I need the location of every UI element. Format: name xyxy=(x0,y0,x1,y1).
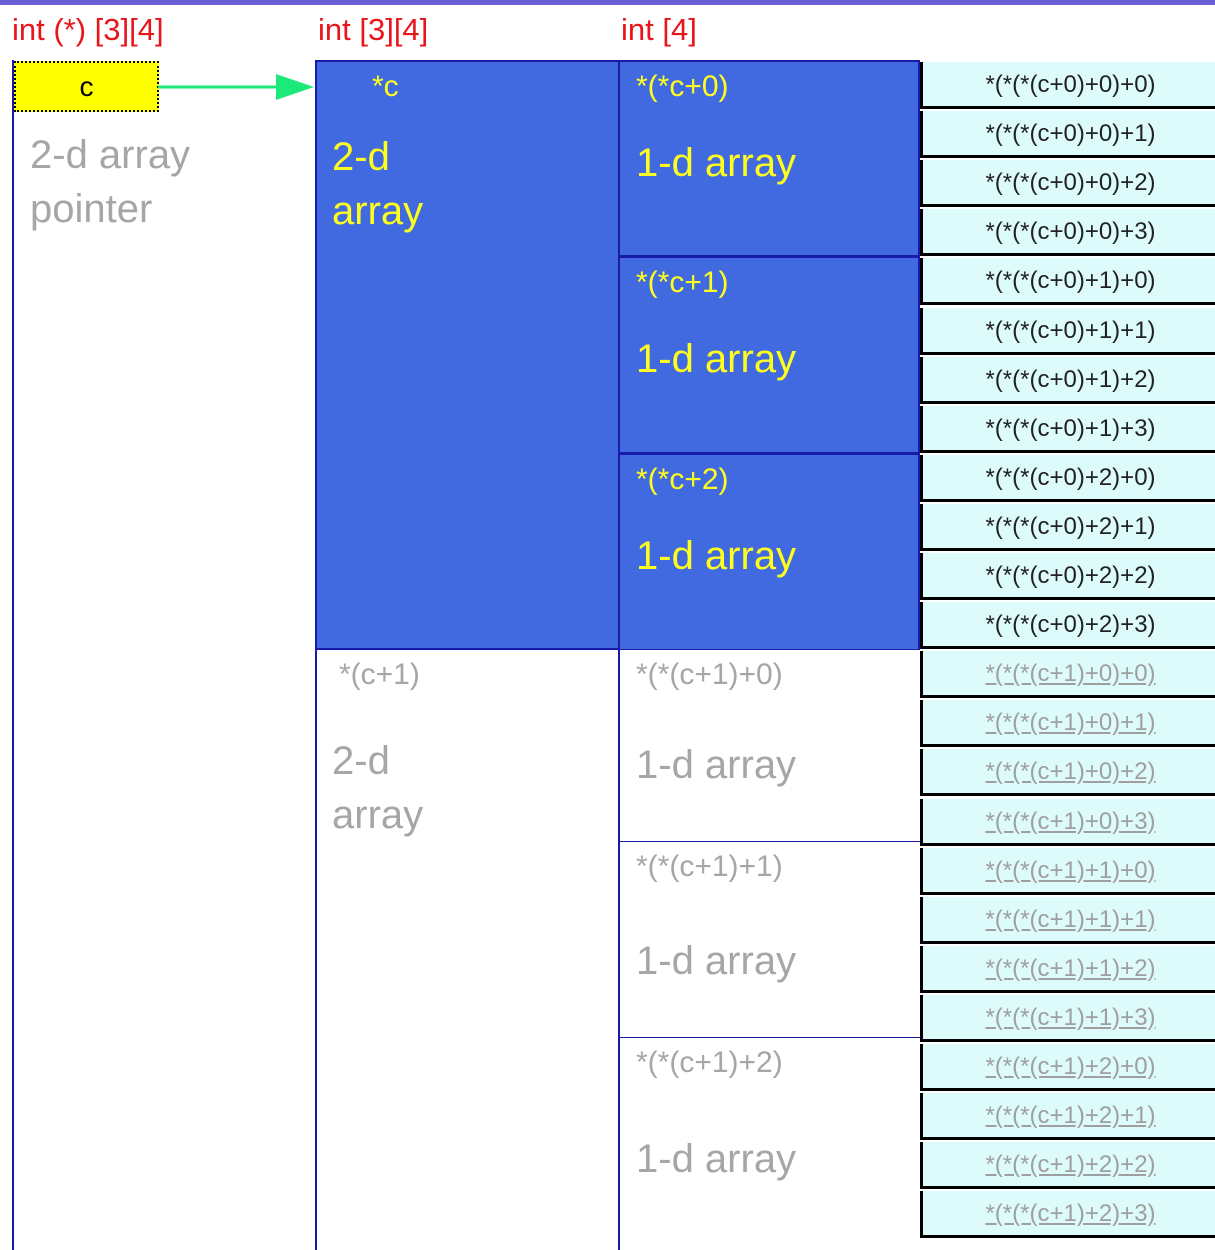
array1d-block-3 xyxy=(618,650,920,843)
element-label: *(*(*(c+0)+0)+1) xyxy=(985,120,1156,148)
array2d-label: *c xyxy=(372,70,399,103)
element-label: *(*(*(c+0)+1)+0) xyxy=(985,267,1156,295)
top-accent-bar xyxy=(0,0,1215,5)
element-cell xyxy=(920,651,1215,698)
pointer-variable-box: c xyxy=(14,61,159,112)
array1d-block-4 xyxy=(618,842,920,1039)
element-label: *(*(*(c+1)+1)+3) xyxy=(985,1003,1156,1031)
array1d-label: *(*(c+1)+1) xyxy=(636,850,783,883)
array1d-block-2 xyxy=(618,453,920,651)
element-cell xyxy=(920,700,1215,747)
element-label: *(*(*(c+0)+0)+0) xyxy=(985,71,1156,98)
array1d-label: *(*c+1) xyxy=(636,266,729,299)
element-cell xyxy=(920,209,1215,256)
element-cell xyxy=(920,1044,1215,1091)
pointer-arrow xyxy=(158,70,318,104)
element-label: *(*(*(c+1)+1)+2) xyxy=(985,954,1156,982)
pointer-column xyxy=(12,60,317,1250)
element-cell xyxy=(920,455,1215,502)
array2d-description: 2-d array xyxy=(332,135,424,233)
element-label: *(*(*(c+1)+1)+0) xyxy=(985,856,1156,884)
element-label: *(*(*(c+0)+2)+1) xyxy=(985,512,1156,540)
element-cell xyxy=(920,995,1215,1042)
element-label: *(*(*(c+1)+2)+3) xyxy=(985,1200,1156,1228)
array2d-description: 2-d array xyxy=(332,739,424,837)
element-label: *(*(*(c+1)+0)+0) xyxy=(985,660,1156,688)
element-cell xyxy=(920,504,1215,551)
array1d-description: 1-d array xyxy=(636,743,797,787)
element-cell xyxy=(920,1191,1215,1238)
element-cell xyxy=(920,308,1215,355)
array2d-block-0 xyxy=(315,60,620,650)
element-cell xyxy=(920,160,1215,207)
array1d-label: *(*c+2) xyxy=(636,463,729,496)
element-label: *(*(*(c+1)+2)+0) xyxy=(985,1053,1156,1080)
element-cell xyxy=(920,848,1215,895)
element-cell xyxy=(920,749,1215,796)
element-label: *(*(*(c+0)+2)+3) xyxy=(985,611,1156,639)
array1d-block-5 xyxy=(618,1038,920,1248)
array2d-label: *(c+1) xyxy=(339,658,420,691)
array2d-block-1 xyxy=(315,650,620,1250)
element-label: *(*(*(c+0)+0)+2) xyxy=(985,169,1156,197)
array1d-block-0 xyxy=(618,60,920,257)
element-label: *(*(*(c+0)+1)+2) xyxy=(985,365,1156,393)
array1d-description: 1-d array xyxy=(636,534,797,578)
element-cell xyxy=(920,1093,1215,1140)
array1d-label: *(*c+0) xyxy=(636,70,729,103)
element-label: *(*(*(c+0)+2)+0) xyxy=(985,463,1156,491)
array1d-block-1 xyxy=(618,256,920,454)
array1d-description: 1-d array xyxy=(636,337,797,381)
element-cell xyxy=(920,1142,1215,1189)
element-cell xyxy=(920,946,1215,993)
element-cell xyxy=(920,799,1215,846)
pointer-description: 2-d array pointer xyxy=(30,133,191,231)
array1d-label: *(*(c+1)+2) xyxy=(636,1046,783,1079)
element-label: *(*(*(c+0)+1)+3) xyxy=(985,414,1156,442)
element-label: *(*(*(c+0)+0)+3) xyxy=(985,218,1156,246)
element-cell xyxy=(920,897,1215,944)
array1d-description: 1-d array xyxy=(636,1137,797,1181)
element-label: *(*(*(c+1)+0)+3) xyxy=(985,807,1156,835)
element-cell xyxy=(920,357,1215,404)
element-cell xyxy=(920,258,1215,305)
element-label: *(*(*(c+1)+2)+1) xyxy=(985,1102,1156,1130)
element-label: *(*(*(c+1)+0)+1) xyxy=(985,709,1156,737)
array1d-description: 1-d array xyxy=(636,141,797,185)
header-2d-array-type: int [3][4] xyxy=(318,12,429,47)
element-cell xyxy=(920,553,1215,600)
element-label: *(*(*(c+1)+1)+1) xyxy=(985,905,1156,933)
element-cell xyxy=(920,602,1215,649)
element-cell xyxy=(920,62,1215,109)
element-label: *(*(*(c+1)+2)+2) xyxy=(985,1151,1156,1179)
array1d-label: *(*(c+1)+0) xyxy=(636,658,783,691)
element-cell xyxy=(920,406,1215,453)
element-label: *(*(*(c+0)+2)+2) xyxy=(985,562,1156,589)
element-cell xyxy=(920,111,1215,158)
header-pointer-type: int (*) [3][4] xyxy=(12,12,164,47)
header-1d-array-type: int [4] xyxy=(621,12,697,47)
element-label: *(*(*(c+0)+1)+1) xyxy=(985,316,1156,344)
array1d-description: 1-d array xyxy=(636,939,797,983)
element-label: *(*(*(c+1)+0)+2) xyxy=(985,758,1156,786)
